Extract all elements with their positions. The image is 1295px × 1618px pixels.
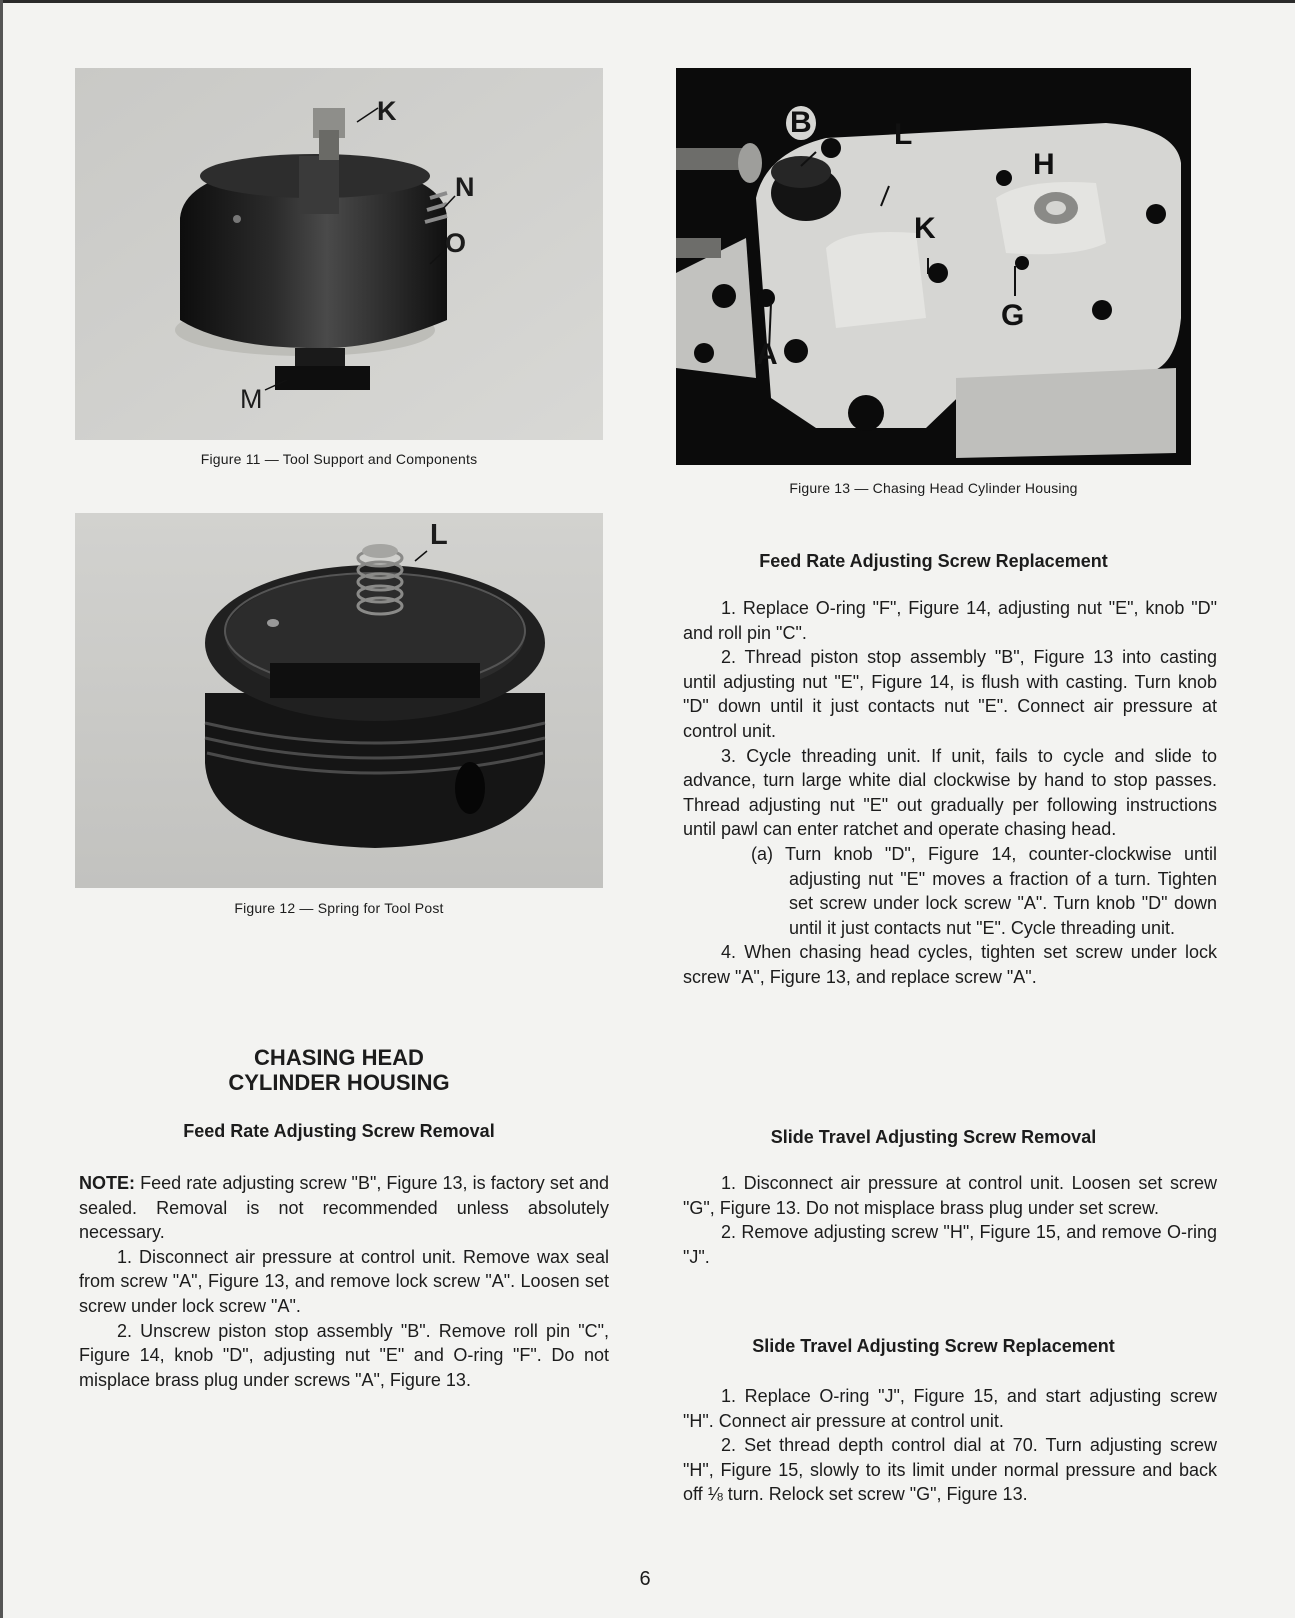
note-text: Feed rate adjusting screw "B", Figure 13, is factory set and sealed. Removal is not recommended unless absolutely necessary. [79,1173,609,1243]
section-heading-line-1: CHASING HEAD [254,1045,424,1070]
figure-12-photo [75,513,603,888]
fig13-label-g: G [1001,299,1025,332]
feed-rate-replacement-heading: Feed Rate Adjusting Screw Replacement [759,551,1108,571]
replacement-step-4: 4. When chasing head cycles, tighten set screw under lock screw "A", Figure 13, and replace screw "A". [683,942,1217,987]
removal-step-1: 1. Disconnect air pressure at control unit. Remove wax seal from screw "A", Figure 13, and remove lock screw "A". Loosen set screw under lock screw "A". [79,1246,609,1316]
feed-rate-replacement-body [683,596,1217,990]
feed-rate-removal-body [79,1171,609,1392]
fig11-label-m: M [240,384,263,414]
fig11-label-o: O [445,228,467,258]
section-heading-line-2: CYLINDER HOUSING [228,1070,450,1095]
slide-replacement-step-2: 2. Set thread depth control dial at 70. Turn adjusting screw "H", Figure 15, slowly to its limit under normal pressure and back off ⅛ turn. Relock set screw "G", Figure 13. [683,1435,1217,1505]
page-number: 6 [639,1568,651,1590]
replacement-step-3: 3. Cycle threading unit. If unit, fails to cycle and slide to advance, turn large white dial clockwise by hand to stop passes. Thread adjusting nut "E" out gradually per following instructions until pawl can enter ratchet and operate chasing head. [683,745,1217,840]
figure-12-caption: Figure 12 — Spring for Tool Post [234,900,444,916]
note-label: NOTE: [79,1173,135,1193]
removal-step-2: 2. Unscrew piston stop assembly "B". Remove roll pin "C", Figure 14, knob "D", adjusting nut "E" and O-ring "F". Do not misplace brass plug under screws "A", Figure 13. [79,1320,609,1390]
slide-travel-replacement-body [683,1384,1217,1507]
slide-travel-removal-body [683,1171,1217,1269]
section-heading [75,1045,603,1095]
slide-removal-step-2: 2. Remove adjusting screw "H", Figure 15, and remove O-ring "J". [683,1222,1217,1267]
note-paragraph [79,1171,609,1245]
figure-13-caption: Figure 13 — Chasing Head Cylinder Housing [789,480,1078,496]
slide-removal-step-1: 1. Disconnect air pressure at control unit. Loosen set screw "G", Figure 13. Do not misplace brass plug under set screw. [683,1173,1217,1218]
replacement-step-1: 1. Replace O-ring "F", Figure 14, adjusting nut "E", knob "D" and roll pin "C". [683,598,1217,643]
fig13-label-b: B [786,106,816,140]
figure-13-photo [676,68,1191,465]
slide-replacement-step-1: 1. Replace O-ring "J", Figure 15, and start adjusting screw "H". Connect air pressure at control unit. [683,1386,1217,1431]
fig12-label-l: L [430,519,448,551]
replacement-step-3a: (a) Turn knob "D", Figure 14, counter-clockwise until adjusting nut "E" moves a fraction of a turn. Tighten set screw under lock screw "A". Turn knob "D" down until it just contacts nut "E". Cycle threading unit. [751,843,1217,938]
fig11-label-n: N [455,172,475,202]
fig13-label-l: L [894,118,913,151]
fig11-label-k: K [377,96,397,126]
page-left-edge [0,0,3,1618]
replacement-step-2: 2. Thread piston stop assembly "B", Figure 13 into casting until adjusting nut "E", Figure 14, is flush with casting. Turn knob "D" down until it just contacts nut "E". Connect air pressure at control unit. [683,647,1217,741]
fig13-label-a: A [756,338,778,371]
fig13-label-h: H [1033,148,1055,181]
slide-travel-removal-heading: Slide Travel Adjusting Screw Removal [770,1127,1097,1147]
slide-travel-replacement-heading: Slide Travel Adjusting Screw Replacement [752,1336,1115,1356]
fig13-label-k: K [914,212,936,245]
figure-11-caption: Figure 11 — Tool Support and Components [200,451,478,467]
page-top-edge [0,0,1295,3]
feed-rate-removal-heading: Feed Rate Adjusting Screw Removal [183,1121,495,1141]
figure-11-photo [75,68,603,440]
